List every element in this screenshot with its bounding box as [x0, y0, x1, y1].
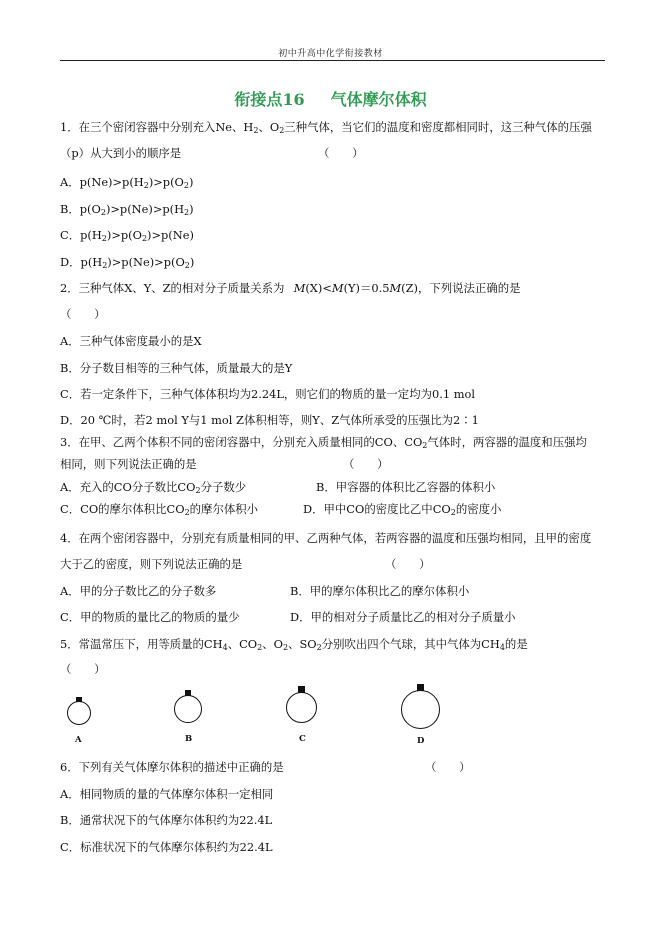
q3-answer-blank: （ ） — [343, 457, 389, 471]
balloon-c-label: C — [299, 734, 306, 744]
q4-option-b: B．甲的摩尔体积比乙的摩尔体积小 — [290, 584, 470, 598]
q4-option-d: D．甲的相对分子质量比乙的相对分子质量小 — [290, 610, 516, 624]
q1-option-a: A．$p(Ne)>p(H_2)>p(O_2)$ — [60, 175, 194, 190]
balloon-b-circle — [174, 695, 202, 723]
q5-stem-line1: 5．常温常压下，用等质量的$CH_4$、$CO_2$、$O_2$、$SO_2$分别吹出四个气球，其中气体为$CH_4$的是 — [60, 637, 528, 652]
q3-option-d: D．甲中CO的密度比乙中$CO_2$的密度小 — [303, 502, 502, 517]
q4-answer-blank: （ ） — [385, 557, 431, 571]
page-header: 初中升高中化学衔接教材 — [278, 49, 383, 59]
q4-option-c: C．甲的物质的量比乙的物质的量少 — [60, 610, 240, 624]
q2-option-b: B．分子数目相等的三种气体，质量最大的是Y — [60, 361, 293, 375]
q3-option-c: C．CO的摩尔体积比$CO_2$的摩尔体积小 — [60, 502, 259, 517]
q6-option-c: C．标准状况下的气体摩尔体积约为22.4L — [60, 840, 273, 854]
balloon-b-label: B — [185, 734, 193, 744]
q6-stem: 6．下列有关气体摩尔体积的描述中正确的是 — [60, 760, 284, 774]
q5-stem-line2: （ ） — [60, 662, 106, 676]
q2-option-c: C．若一定条件下，三种气体体积均为2.24L，则它们的物质的量一定均为0.1 mol — [60, 387, 476, 401]
q3-option-b: B．甲容器的体积比乙容器的体积小 — [316, 480, 496, 494]
q4-option-a: A．甲的分子数比乙的分子数多 — [60, 584, 217, 598]
q1-option-d: D．$p(H_2)>p(Ne)>p(O_2)$ — [60, 255, 195, 270]
q2-option-d: D．20 ℃时，若2 mol Y与1 mol Z体积相等，则Y、Z气体所承受的压强比为2∶1 — [60, 413, 479, 427]
title-topic: 气体摩尔体积 — [330, 90, 427, 109]
balloon-a-label: A — [75, 735, 82, 745]
q6-option-a: A．相同物质的量的气体摩尔体积一定相同 — [60, 787, 274, 801]
q3-stem-line2: 相同，则下列说法正确的是 — [60, 457, 197, 471]
balloon-c-circle — [286, 692, 317, 723]
q2-stem-line2: （ ） — [60, 307, 106, 321]
balloon-d-circle — [401, 690, 440, 729]
q1-stem-line1: 1．在三个密闭容器中分别充入Ne、$H_2$、$O_2$三种气体，当它们的温度和密度都相同时，这三种气体的压强 — [60, 120, 592, 135]
q4-stem-line2: 大于乙的密度，则下列说法正确的是 — [60, 557, 243, 571]
q1-option-b: B．$p(O_2)>p(Ne)>p(H_2)$ — [60, 202, 194, 217]
q2-stem-line1: 2．三种气体X、Y、Z的相对分子质量关系为 M(X)<M(Y)＝0.5M(Z)，下列说法正确的是 — [60, 281, 521, 295]
page-title — [0, 87, 661, 110]
q4-stem-line1: 4．在两个密闭容器中，分别充有质量相同的甲、乙两种气体，若两容器的温度和压强均相同，且甲的密度 — [60, 531, 592, 545]
title-number: 衔接点16 — [234, 90, 305, 109]
q3-option-a: A．充入的CO分子数比$CO_2$分子数少 — [60, 480, 247, 495]
q1-option-c: C．$p(H_2)>p(O_2)>p(Ne)$ — [60, 228, 194, 243]
balloon-d-label: D — [417, 736, 425, 746]
balloon-a-circle — [67, 701, 91, 725]
q3-stem-line1: 3．在甲、乙两个体积不同的密闭容器中，分别充入质量相同的CO、$CO_2$气体时，两容器的温度和压强均 — [60, 435, 587, 450]
q2-option-a: A．三种气体密度最小的是X — [60, 334, 202, 348]
q6-option-b: B．通常状况下的气体摩尔体积约为22.4L — [60, 813, 273, 827]
q6-answer-blank: （ ） — [425, 760, 471, 774]
q1-stem-line2: （p）从大到小的顺序是 — [60, 146, 182, 160]
q1-answer-blank: （ ） — [318, 146, 364, 160]
header-divider — [60, 60, 605, 61]
